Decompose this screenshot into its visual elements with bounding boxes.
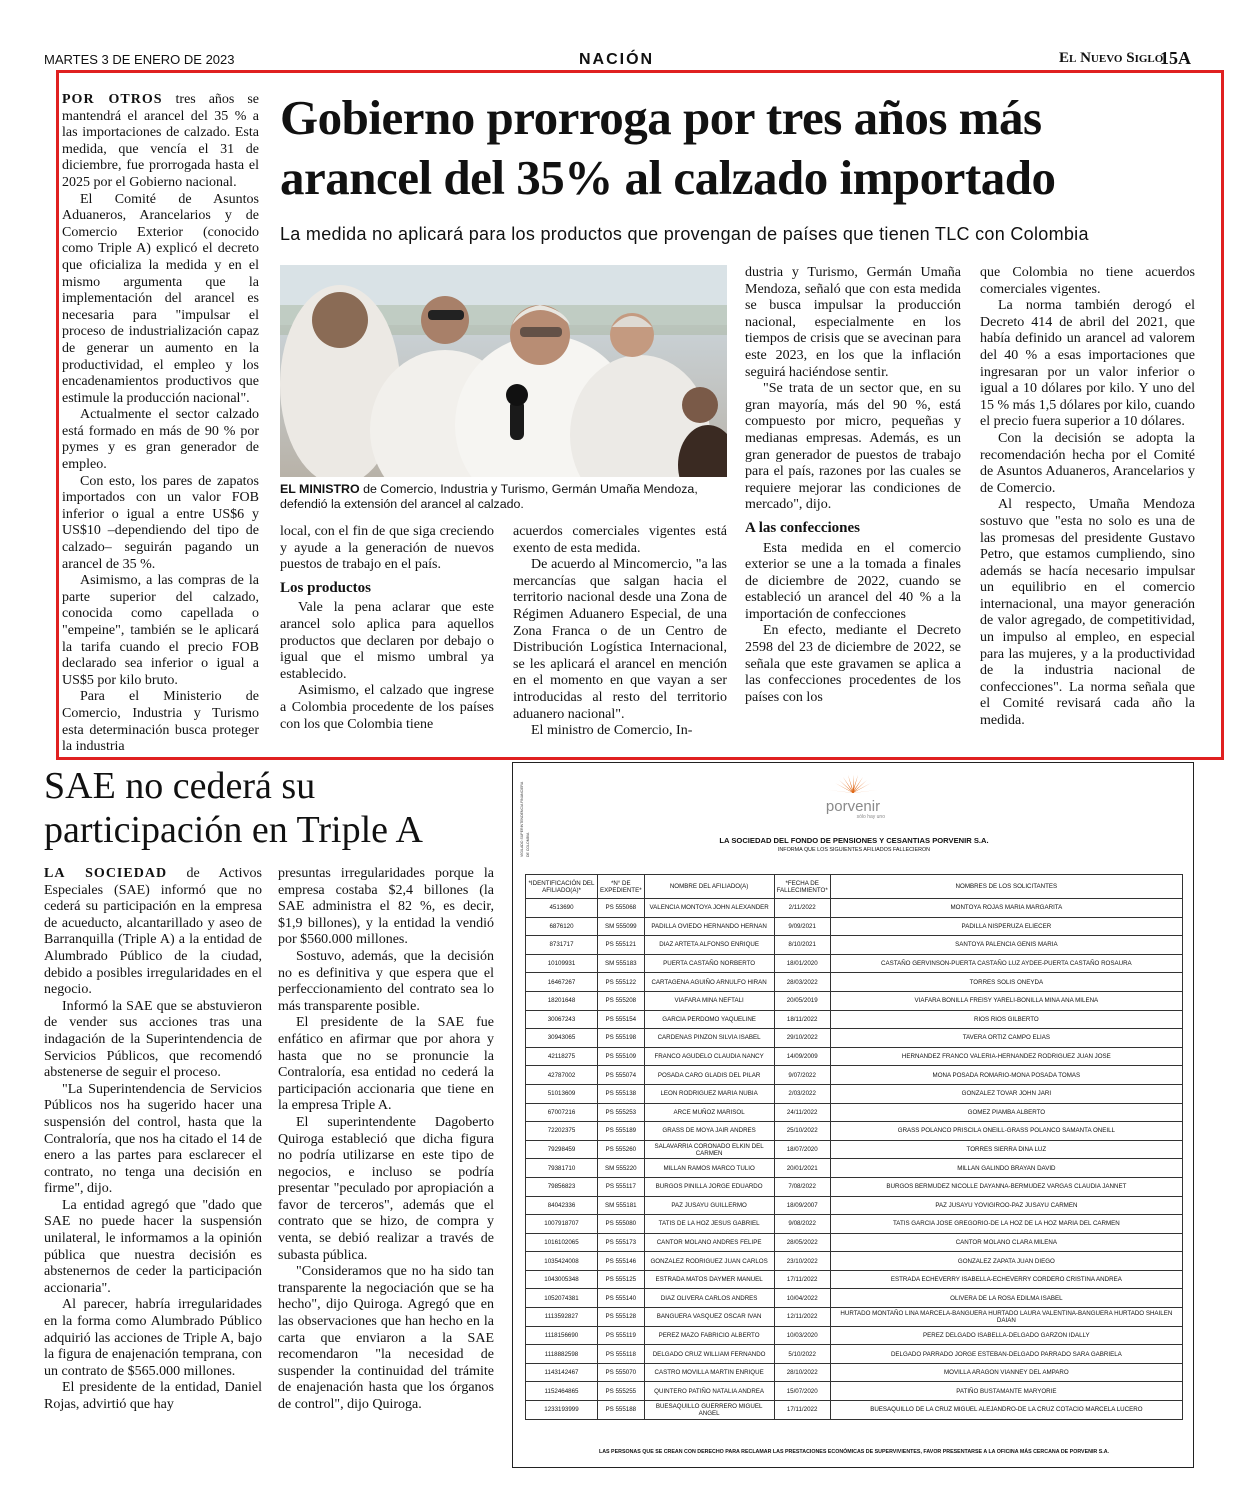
cell-id: 16467267 [526,973,598,992]
cell-fecha: 2/11/2022 [774,899,830,918]
a2-c2-p2: El presidente de la SAE fue enfático en afirmar que por ahora y hasta que no se pronuncie la Contraloría, esa entidad no cederá la participación accionaria que tiene en la empresa Triple A. [278,1015,494,1114]
cell-id: 51013609 [526,1084,598,1103]
a1-c1-p1: El Comité de Asuntos Aduaneros, Arancelarios y de Comercio Exterior (conocido como Triple A) explicó el decreto que oficializa la medida y en el mismo argumenta que la implementación del arancel es necesaria para "impulsar el proceso de industrialización capaz de generar un aumento en la productividad, el empleo y los encadenamientos productivos que estimule la producción nacional". [62,191,259,406]
cell-nombre: LEON RODRIGUEZ MARIA NUBIA [644,1084,774,1103]
article-sae [0,0,500,1495]
a1-headline: Gobierno prorroga por tres años más arancel del 35% al calzado importado [280,90,1056,205]
table-row [526,1215,1183,1234]
a2-column-2 [278,866,494,1414]
cell-expediente: PS 555119 [598,1326,645,1345]
cell-solicitantes: TORRES SOLIS ONEYDA [830,973,1182,992]
a1-kicker: POR OTROS [62,92,163,107]
a2-c2-p4: "Consideramos que no ha sido tan transparente la negociación que se ha hecho", dijo Quiroga. Agregó que en las observaciones que han hecho en la carta que enviaron a la SAE recomendaron "la necesidad de suspender la continuidad del trámite de enajenación hasta que los órganos de control", dijo Quiroga. [278,1264,494,1412]
issue-date: MARTES 3 DE ENERO DE 2023 [44,52,235,67]
cell-id: 1143142467 [526,1363,598,1382]
a2-headline: SAE no cederá su participación en Triple A [44,765,423,851]
cell-fecha: 25/10/2022 [774,1122,830,1141]
a2-c1-p0: LA SOCIEDAD de Activos Especiales (SAE) informó que no cederá su participación en la empresa de acueducto, alcantarillado y aseo de Barranquilla (Triple A) a la entidad de Alumbrado Público de la ciudad, debido a posibles irregularidades en el negocio. [44,866,262,998]
notice-footer: LAS PERSONAS QUE SE CREAN CON DERECHO PARA RECLAMAR LAS PRESTACIONES ECONÓMICAS DE SUPERVIVIENTES, FAVOR PRESENTARSE A LA OFICINA MÁS CERCANA DE PORVENIR S.A. [598,1449,1110,1455]
cell-solicitantes: GONZALEZ ZAPATA JUAN DIEGO [830,1252,1182,1271]
cell-id: 72202375 [526,1122,598,1141]
a1-c4-p3: En efecto, mediante el Decreto 2598 del 23 de diciembre de 2022, se señala que este gravamen se aplica a las confecciones procedentes de los países con los [745,623,961,705]
cell-id: 67007216 [526,1103,598,1122]
cell-fecha: 10/03/2020 [774,1326,830,1345]
a2-column-1 [44,866,262,1414]
cell-expediente: PS 555253 [598,1103,645,1122]
notice-title: LA SOCIEDAD DEL FONDO DE PENSIONES Y CESANTIAS PORVENIR S.A. [719,836,989,845]
table-row [526,991,1183,1010]
cell-fecha: 9/09/2021 [774,917,830,936]
cell-id: 84042336 [526,1196,598,1215]
cell-solicitantes: TATIS GARCIA JOSE GREGORIO-DE LA HOZ DE LA HOZ MARIA DEL CARMEN [830,1215,1182,1234]
cell-solicitantes: PEREZ DELGADO ISABELLA-DELGADO GARZON IDALLY [830,1326,1182,1345]
cell-fecha: 28/03/2022 [774,973,830,992]
table-row [526,1010,1183,1029]
porvenir-brand: porvenir [825,798,881,815]
cell-expediente: SM 555220 [598,1159,645,1178]
cell-fecha: 10/04/2022 [774,1289,830,1308]
table-row [526,936,1183,955]
table-row [526,1363,1183,1382]
table-row [526,1066,1183,1085]
cell-solicitantes: TAVERA ORTIZ CAMPO ELIAS [830,1029,1182,1048]
a1-c4-p2: Esta medida en el comercio exterior se une a la tomada a finales de diciembre de 2022, cuando se estableció un arancel del 40 % a la importación de confecciones [745,540,961,622]
table-row [526,1345,1183,1364]
newspaper-name: El Nuevo Siglo [1059,50,1164,66]
a1-c2-p2: Asimismo, el calzado que ingrese a Colombia procedente de los países con los que Colombia tiene [280,683,494,732]
table-row [526,1196,1183,1215]
cell-id: 1233193999 [526,1401,598,1420]
table-row [526,1084,1183,1103]
vigilado-label: VIGILADO SUPERINTENDENCIA FINANCIERA DE COLOMBIA [520,781,530,857]
cell-id: 79381710 [526,1159,598,1178]
cell-nombre: PUERTA CASTAÑO NORBERTO [644,954,774,973]
table-row [526,1177,1183,1196]
a2-c1-p1: Informó la SAE que se abstuvieron de vender sus acciones tras una indagación de la Superintendencia de Servicios Públicos, que recomendó abstenerse de seguir el proceso. [44,998,262,1081]
cell-nombre: MILLAN RAMOS MARCO TULIO [644,1159,774,1178]
table-row [526,1382,1183,1401]
cell-id: 1118882598 [526,1345,598,1364]
cell-solicitantes: MONTOYA ROJAS MARIA MARGARITA [830,899,1182,918]
cell-expediente: PS 555109 [598,1047,645,1066]
a1-column-3 [513,524,727,740]
cell-solicitantes: GOMEZ PIAMBA ALBERTO [830,1103,1182,1122]
cell-id: 30943065 [526,1029,598,1048]
table-row [526,1103,1183,1122]
a1-c1-p4: Asimismo, a las compras de la parte superior del calzado, conocida como capellada o "empeine", también se le aplicará la tarifa cuando el precio FOB declarado sea inferior o igual a US$5 por kilo bruto. [62,573,259,688]
cell-expediente: PS 555080 [598,1215,645,1234]
cell-solicitantes: OLIVERA DE LA ROSA EDILMA ISABEL [830,1289,1182,1308]
cell-id: 1007918707 [526,1215,598,1234]
a2-c1-p3: La entidad agregó que "dado que SAE no puede hacer la suspensión unilateral, le informamos a la opinión pública que nuestra decisión es abstenernos de ceder la participación accionaria". [44,1197,262,1296]
cell-expediente: PS 555260 [598,1140,645,1159]
cell-nombre: CASTRO MOVILLA MARTIN ENRIQUE [644,1363,774,1382]
cell-nombre: DELGADO CRUZ WILLIAM FERNANDO [644,1345,774,1364]
table-row [526,973,1183,992]
cell-id: 42787002 [526,1066,598,1085]
a2-kicker: LA SOCIEDAD [44,866,168,881]
a1-c5-p1: La norma también derogó el Decreto 414 de abril del 2021, que había definido un arancel ad valorem del 40 % a esas importaciones que ingresaran por un valor inferior o igual a 10 dólares por kilo. Y uno del 15 % más 1,5 dólares por kilo, cuando el precio fuera superior a 10 dólares. [980,298,1196,430]
cell-expediente: PS 555074 [598,1066,645,1085]
cell-solicitantes: MILLAN GALINDO BRAYAN DAVID [830,1159,1182,1178]
cell-expediente: SM 555181 [598,1196,645,1215]
cell-expediente: PS 555138 [598,1084,645,1103]
cell-expediente: PS 555146 [598,1252,645,1271]
th-fecha: *FECHA DE FALLECIMIENTO* [774,875,830,899]
a1-c3-p0: acuerdos comerciales vigentes está exento de esta medida. [513,524,727,556]
cell-expediente: PS 555121 [598,936,645,955]
table-row [526,1252,1183,1271]
cell-fecha: 23/10/2022 [774,1252,830,1271]
cell-expediente: PS 555128 [598,1308,645,1327]
porvenir-sun-icon [823,771,883,795]
cell-nombre: PAZ JUSAYU GUILLERMO [644,1196,774,1215]
cell-solicitantes: HERNANDEZ FRANCO VALERIA-HERNANDEZ RODRIGUEZ JUAN JOSE [830,1047,1182,1066]
cell-expediente: PS 555068 [598,899,645,918]
cell-expediente: PS 555154 [598,1010,645,1029]
cell-nombre: PADILLA OVIEDO HERNANDO HERNAN [644,917,774,936]
a1-c2-p1: Vale la pena aclarar que este arancel solo aplica para aquellos productos que declaren por debajo o igual que el mismo umbral ya establecido. [280,600,494,682]
cell-solicitantes: BUESAQUILLO DE LA CRUZ MIGUEL ALEJANDRO-DE LA CRUZ COTACIO MARCELA LUCERO [830,1401,1182,1420]
cell-id: 79856823 [526,1177,598,1196]
cell-solicitantes: GRASS POLANCO PRISCILA ONEILL-GRASS POLANCO SAMANTA ONEILL [830,1122,1182,1141]
table-header-row [526,875,1183,899]
cell-nombre: DIAZ OLIVERA CARLOS ANDRES [644,1289,774,1308]
cell-solicitantes: PADILLA NISPERUZA ELIECER [830,917,1182,936]
table-row [526,1326,1183,1345]
subhead-confecciones: A las confecciones [745,519,860,536]
table-row [526,1140,1183,1159]
table-row [526,1122,1183,1141]
cell-expediente: PS 555117 [598,1177,645,1196]
cell-id: 1152464865 [526,1382,598,1401]
cell-expediente: PS 555140 [598,1289,645,1308]
a1-c3-p1: De acuerdo al Mincomercio, "a las mercancías que salgan hacia el territorio nacional desde una Zona de Régimen Aduanero Especial, de una Zona Franca o de un Centro de Distribución Logística Internacional, se les aplicará el arancel en mención en el momento en que vayan a ser introducidas al resto del territorio aduanero nacional". [513,557,727,722]
cell-fecha: 12/11/2022 [774,1308,830,1327]
cell-fecha: 20/05/2019 [774,991,830,1010]
cell-expediente: PS 555189 [598,1122,645,1141]
th-solicitantes: NOMBRES DE LOS SOLICITANTES [830,875,1182,899]
cell-fecha: 17/11/2022 [774,1270,830,1289]
deceased-table [525,874,1183,1420]
cell-fecha: 7/08/2022 [774,1177,830,1196]
cell-fecha: 29/10/2022 [774,1029,830,1048]
cell-expediente: PS 555125 [598,1270,645,1289]
cell-expediente: PS 555070 [598,1363,645,1382]
cell-solicitantes: SANTOYA PALENCIA GENIS MARIA [830,936,1182,955]
cell-expediente: PS 555255 [598,1382,645,1401]
cell-expediente: SM 555183 [598,954,645,973]
cell-fecha: 20/01/2021 [774,1159,830,1178]
a1-deck: La medida no aplicará para los productos que provengan de países que tienen TLC con Colombia [280,224,1089,244]
cell-nombre: GRASS DE MOYA JAIR ANDRES [644,1122,774,1141]
cell-id: 79298459 [526,1140,598,1159]
cell-solicitantes: HURTADO MONTAÑO LINA MARCELA-BANGUERA HURTADO LAURA VALENTINA-BANGUERA HURTADO SHAILEN DAIAN [830,1308,1182,1327]
cell-id: 4513690 [526,899,598,918]
cell-fecha: 9/07/2022 [774,1066,830,1085]
a1-c5-p2: Con la decisión se adopta la recomendación hecha por el Comité de Asuntos Aduaneros, Arancelarios y de Comercio. [980,430,1195,496]
cell-id: 30067243 [526,1010,598,1029]
table-body [526,899,1183,1420]
table-row [526,1270,1183,1289]
a1-c3-p2: El ministro de Comercio, In- [531,723,693,739]
a1-column-4 [745,265,961,706]
cell-solicitantes: ESTRADA ECHEVERRY ISABELLA-ECHEVERRY CORDERO CRISTINA ANDREA [830,1270,1182,1289]
cell-id: 1052074381 [526,1289,598,1308]
a2-c1-p2: "La Superintendencia de Servicios Públicos nos ha sugerido hacer una suspensión del control, hasta que la Contraloría, que nos ha citado el 14 de enero a las partes para esclarecer el contrato, no tenga una decisión en firme", dijo. [44,1081,262,1197]
cell-id: 6876120 [526,917,598,936]
cell-nombre: SALAVARRIA CORONADO ELKIN DEL CARMEN [644,1140,774,1159]
a2-c1-p4: Al parecer, habría irregularidades en la forma como Alumbrado Público adquirió las acciones de Triple A, bajo la figura de enajenación temprana, con un contrato de $565.000 millones. [44,1297,262,1379]
cell-expediente: PS 555173 [598,1233,645,1252]
cell-fecha: 18/07/2020 [774,1140,830,1159]
cell-expediente: PS 555118 [598,1345,645,1364]
a1-c4-p1: "Se trata de un sector que, en su gran mayoría, más del 90 %, está compuesto por micro, pequeñas y medianas empresas. Además, es un gran generador de puestos de trabajo para el país, razones por las cuales se requiere mejorar las condiciones de mercado", dijo. [745,381,961,513]
cell-solicitantes: CANTOR MOLANO CLARA MILENA [830,1233,1182,1252]
cell-fecha: 18/01/2020 [774,954,830,973]
cell-solicitantes: MONA POSADA ROMARIO-MONA POSADA TOMAS [830,1066,1182,1085]
cell-nombre: FRANCO AGUDELO CLAUDIA NANCY [644,1047,774,1066]
subhead-productos: Los productos [280,579,371,596]
cell-solicitantes: CASTAÑO GERVINSON-PUERTA CASTAÑO LUZ AYDEE-PUERTA CASTAÑO ROSAURA [830,954,1182,973]
cell-expediente: PS 555208 [598,991,645,1010]
cell-expediente: SM 555099 [598,917,645,936]
cell-id: 10109931 [526,954,598,973]
a1-c1-p2: Actualmente el sector calzado está formado en más de 90 % por pymes y es gran generador de empleo. [62,407,259,473]
cell-nombre: BANGUERA VASQUEZ OSCAR IVAN [644,1308,774,1327]
cell-nombre: ARCE MUÑOZ MARISOL [644,1103,774,1122]
cell-expediente: PS 555122 [598,973,645,992]
cell-solicitantes: PATIÑO BUSTAMANTE MARYORIE [830,1382,1182,1401]
a2-c1-p5: El presidente de la entidad, Daniel Rojas, advirtió que hay [44,1380,262,1412]
cell-solicitantes: PAZ JUSAYU YOVIGIROO-PAZ JUSAYU CARMEN [830,1196,1182,1215]
cell-id: 1118156690 [526,1326,598,1345]
a1-c5-p3: Al respecto, Umaña Mendoza sostuvo que "esta no solo es una de las promesas del presidente Gustavo Petro, que estamos cumpliendo, sino además se hacía necesario impulsar un equilibrio en el comercio internacional, una mayor generación de valor agregado, de competitividad, un impulso al empleo, en especial para las mujeres, y a la productividad de la industria nacional de confecciones". La norma señala que el Comité revisará cada año la medida. [980,497,1195,729]
cell-fecha: 28/05/2022 [774,1233,830,1252]
cell-nombre: GARCIA PERDOMO YAQUELINE [644,1010,774,1029]
cell-nombre: CARTAGENA AGUIÑO ARNULFO HIRAN [644,973,774,992]
cell-expediente: PS 555198 [598,1029,645,1048]
cell-nombre: CANTOR MOLANO ANDRES FELIPE [644,1233,774,1252]
porvenir-logo [803,771,903,823]
cell-nombre: ESTRADA MATOS DAYMER MANUEL [644,1270,774,1289]
cell-nombre: QUINTERO PATIÑO NATALIA ANDREA [644,1382,774,1401]
cell-nombre: VALENCIA MONTOYA JOHN ALEXANDER [644,899,774,918]
cell-solicitantes: DELGADO PARRADO JORGE ESTEBAN-DELGADO PARRADO SARA GABRIELA [830,1345,1182,1364]
cell-solicitantes: VIAFARA BONILLA FREISY YARELI-BONILLA MINA ANA MILENA [830,991,1182,1010]
cell-fecha: 8/10/2021 [774,936,830,955]
cell-nombre: POSADA CARO GLADIS DEL PILAR [644,1066,774,1085]
cell-solicitantes: MOVILLA ARAGON VIANNEY DEL AMPARO [830,1363,1182,1382]
a1-column-5 [980,265,1195,730]
table-row [526,1029,1183,1048]
cell-id: 8731717 [526,936,598,955]
a2-c2-p3: El superintendente Dagoberto Quiroga estableció que dicha figura no podría utilizarse en este tipo de negocios, e incluso se podría presentar "peculado por apropiación a favor de terceros", además que el contrato que se hizo, de compra y venta, se debió realizar a través de subasta pública. [278,1114,494,1263]
cell-fecha: 17/11/2022 [774,1401,830,1420]
cell-nombre: DIAZ ARTETA ALFONSO ENRIQUE [644,936,774,955]
cell-solicitantes: TORRES SIERRA DINA LUZ [830,1140,1182,1159]
table-row [526,1047,1183,1066]
th-identificacion: *IDENTIFICACIÓN DEL AFILIADO(A)* [526,875,598,899]
caption-kicker: EL MINISTRO [280,482,360,496]
cell-nombre: TATIS DE LA HOZ JESUS GABRIEL [644,1215,774,1234]
cell-nombre: VIAFARA MINA NEFTALI [644,991,774,1010]
a2-c2-p1: Sostuvo, además, que la decisión no es definitiva y que espera que el perfeccionamiento del contrato sea lo más transparente posible. [278,948,494,1014]
cell-id: 42118275 [526,1047,598,1066]
cell-nombre: GONZALEZ RODRIGUEZ JUAN CARLOS [644,1252,774,1271]
cell-fecha: 5/10/2022 [774,1345,830,1364]
cell-id: 18201648 [526,991,598,1010]
cell-nombre: BUESAQUILLO GUERRERO MIGUEL ANGEL [644,1401,774,1420]
cell-fecha: 15/07/2020 [774,1382,830,1401]
table-row [526,954,1183,973]
table-row [526,1233,1183,1252]
cell-id: 1043005348 [526,1270,598,1289]
th-expediente: *N° DE EXPEDIENTE* [598,875,645,899]
section-name: NACIÓN [579,51,655,68]
table-row [526,917,1183,936]
cell-fecha: 2/03/2022 [774,1084,830,1103]
cell-solicitantes: RIOS RIOS GILBERTO [830,1010,1182,1029]
cell-nombre: PEREZ MAZO FABRICIO ALBERTO [644,1326,774,1345]
cell-id: 1035424008 [526,1252,598,1271]
a1-c4-p0: dustria y Turismo, Germán Umaña Mendoza, señaló que con esta medida se busca impulsar la producción nacional, especialmente en los tiempos de crisis que se avecinan para este 2023, en los que la inflación seguirá haciéndose sentir. [745,265,961,380]
table-row [526,1159,1183,1178]
cell-id: 1016102065 [526,1233,598,1252]
cell-fecha: 24/11/2022 [774,1103,830,1122]
a1-c1-p3: Con esto, los pares de zapatos importados con un valor FOB inferior o igual a entre US$6 y US$10 –dependiendo del tipo de calzado– seguirán pagando un arancel de 35 %. [62,473,259,572]
cell-solicitantes: BURGOS BERMUDEZ NICOLLE DAYANNA-BERMUDEZ VARGAS CLAUDIA JANNET [830,1177,1182,1196]
porvenir-tagline: sólo hay uno [856,814,885,820]
table-row [526,1308,1183,1327]
a1-c1-p5: Para el Ministerio de Comercio, Industria y Turismo esta determinación busca proteger la industria [62,689,259,755]
cell-expediente: PS 555188 [598,1401,645,1420]
cell-fecha: 28/10/2022 [774,1363,830,1382]
a1-caption: EL MINISTRO de Comercio, Industria y Turismo, Germán Umaña Mendoza, defendió la extensión del arancel al calzado. [280,482,698,511]
cell-fecha: 18/11/2022 [774,1010,830,1029]
cell-nombre: BURGOS PINILLA JORGE EDUARDO [644,1177,774,1196]
table-row [526,899,1183,918]
cell-nombre: CARDENAS PINZON SILVIA ISABEL [644,1029,774,1048]
cell-id: 1113592827 [526,1308,598,1327]
table-row [526,1401,1183,1420]
page-number: 15A [1160,48,1191,68]
cell-fecha: 9/08/2022 [774,1215,830,1234]
deceased-table-wrap [525,874,1183,1420]
a1-c2-p0: local, con el fin de que siga creciendo y ayude a la generación de nuevos puestos de trabajo en el país. [280,524,494,573]
notice-subtitle: INFORMA QUE LOS SIGUIENTES AFILIADOS FALLECIERON [777,847,931,853]
a1-c5-p0: que Colombia no tiene acuerdos comerciales vigentes. [980,265,1195,297]
cell-fecha: 18/09/2007 [774,1196,830,1215]
a2-c2-p0: presuntas irregularidades porque la empresa costaba $2,4 billones (la SAE administra el 82 %, es decir, $1,9 billones), y la entidad la vendió por $560.000 millones. [278,866,494,948]
cell-fecha: 14/09/2009 [774,1047,830,1066]
cell-solicitantes: GONZALEZ TOVAR JOHN JARI [830,1084,1182,1103]
a1-c1-p0: POR OTROS tres años se mantendrá el arancel del 35 % a las importaciones de calzado. Esta medida, que vencía el 31 de diciembre, fue prorrogada hasta el 2025 por el Gobierno nacional. [62,92,259,190]
th-nombre: NOMBRE DEL AFILIADO(A) [644,875,774,899]
table-row [526,1289,1183,1308]
porvenir-notice [512,762,1194,1468]
